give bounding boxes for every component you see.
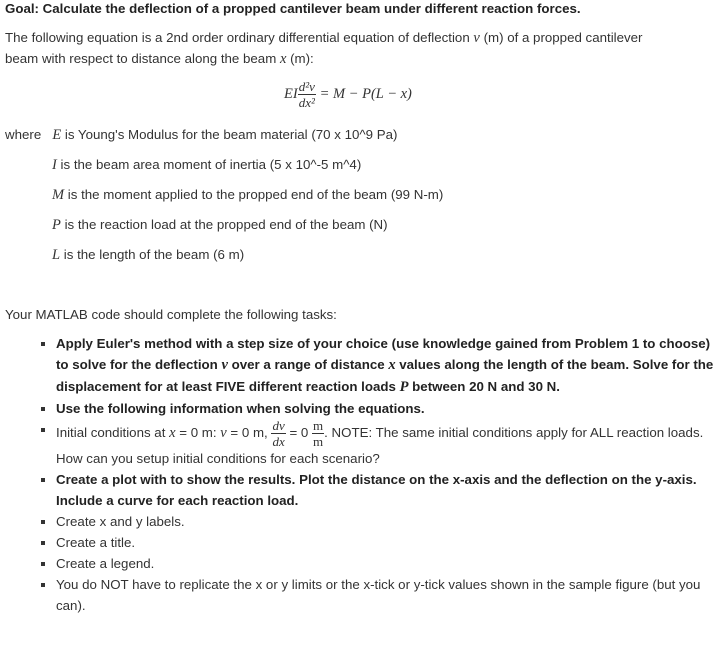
eq-den: dx² (298, 95, 315, 110)
task1-text-c: values along the length of the beam. Solve for the displacement for at least FIVE different reaction loads (56, 357, 714, 394)
sym-M: M (52, 187, 65, 203)
task3-unit (312, 419, 324, 448)
intro-line-2 (5, 51, 314, 68)
sym-E: E (52, 127, 62, 143)
sym-P: P (52, 217, 61, 233)
desc-I: is the beam area moment of inertia (5 x 10^-5 m^4) (60, 157, 362, 172)
task3-var-v: v (220, 425, 227, 442)
task-initial-conditions (38, 419, 715, 469)
task3-text-e: . NOTE: The same initial conditions apply for ALL reaction loads. How can you setup initial conditions for each scenario? (56, 425, 704, 466)
where-line-P (52, 217, 388, 234)
task3-text-b: = 0 m: (179, 425, 217, 441)
intro-text-b: (m) of a propped cantilever (483, 30, 643, 45)
task-list (38, 333, 715, 616)
task3-unit-den: m (313, 434, 324, 449)
task-legend: Create a legend. (38, 553, 715, 574)
sym-I: I (52, 157, 57, 173)
desc-P: is the reaction load at the propped end of the beam (N) (64, 217, 388, 232)
var-x: x (279, 51, 287, 67)
task1-text-b: over a range of distance (231, 357, 385, 372)
task3-der-num: dv (272, 418, 285, 433)
where-line-E (5, 127, 397, 144)
task3-text-d: = 0 (289, 425, 309, 441)
desc-L: is the length of the beam (6 m) (63, 247, 245, 262)
eq-fraction (298, 80, 316, 109)
intro-text-c: beam with respect to distance along the beam (5, 51, 277, 66)
desc-E: is Young's Modulus for the beam material (70 x 10^9 Pa) (64, 127, 398, 142)
task-title: Create a title. (38, 532, 715, 553)
where-line-L (52, 247, 244, 264)
task-info: Use the following information when solving the equations. (38, 398, 715, 419)
task-labels: Create x and y labels. (38, 511, 715, 532)
task1-var-P: P (399, 379, 409, 395)
task3-der-den: dx (272, 434, 285, 449)
intro-text-d: (m): (290, 51, 314, 66)
eq-num: d²v (298, 79, 315, 94)
eq-EI: EI (284, 86, 298, 103)
task1-text-a: Apply Euler's method with a step size of your choice (use knowledge gained from Problem 1 to choose) to solve for the deflection (56, 336, 711, 372)
desc-M: is the moment applied to the propped end of the beam (99 N-m) (67, 187, 444, 202)
goal-heading: Goal: Calculate the deflection of a propped cantilever beam under different reaction forces. (5, 1, 581, 16)
sym-L: L (52, 247, 61, 263)
var-v: v (473, 30, 480, 46)
matlab-intro: Your MATLAB code should complete the following tasks: (5, 307, 337, 322)
task3-var-x: x (169, 425, 176, 442)
task1-var-x: x (388, 357, 396, 373)
task1-text-d: between 20 N and 30 N. (412, 379, 560, 394)
task3-text-c: = 0 m, (230, 425, 268, 441)
intro-line-1 (5, 30, 642, 47)
where-line-I (52, 157, 361, 174)
where-label: where (5, 127, 42, 142)
task-limits-note: You do NOT have to replicate the x or y limits or the x-tick or y-tick values shown in the sample figure (but you can). (38, 574, 715, 616)
task-euler (38, 333, 715, 398)
eq-rhs: = M − P(L − x) (319, 86, 412, 103)
task3-text-a: Initial conditions at (56, 425, 166, 441)
intro-text-a: The following equation is a 2nd order ordinary differential equation of deflection (5, 30, 470, 45)
task1-var-v: v (221, 357, 228, 373)
task3-unit-num: m (313, 418, 324, 433)
task3-derivative (271, 419, 285, 448)
where-line-M (52, 187, 443, 204)
task-plot: Create a plot with to show the results. Plot the distance on the x-axis and the deflection on the y-axis. Include a curve for each reaction load. (38, 469, 715, 511)
ode-equation (284, 80, 412, 109)
